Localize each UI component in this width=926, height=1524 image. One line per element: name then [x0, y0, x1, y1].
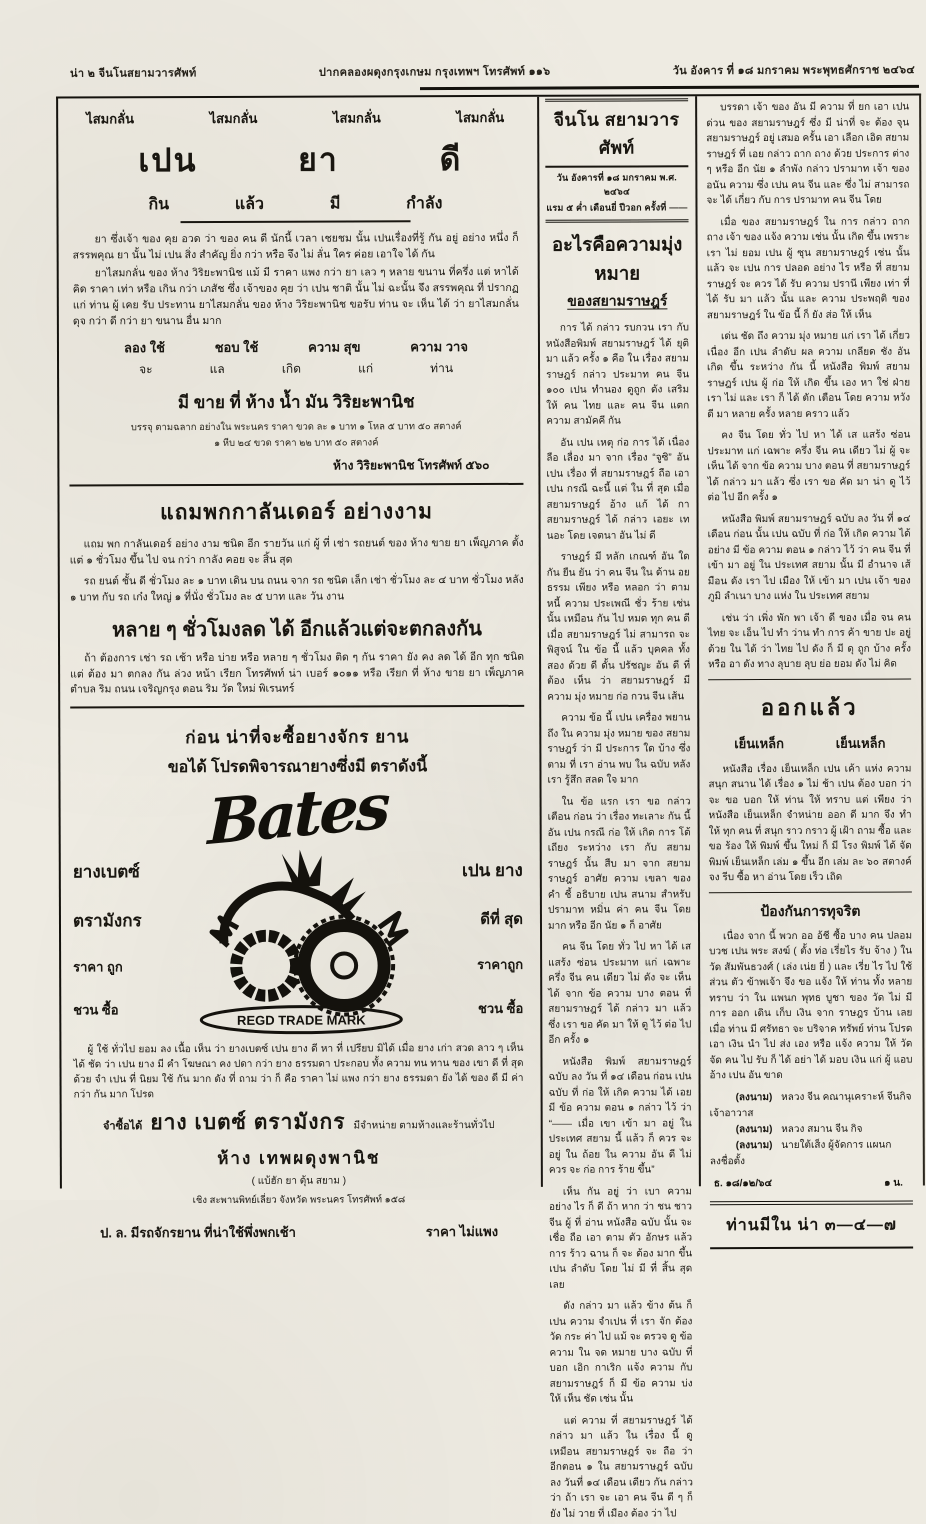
- ad-saimklan-body-1: ยา ซึ่งเจ้า ของ คุย อวด ว่า ของ คน ดี นักนี้ เวลา เชยชม นั้น เปนเรื่องที่รู้ กัน อยู่ อย่าง หนึ่ง ก็ สรรพคุณ ยา นั้น ไม่ เปน สิ่ง สำคัญ ยิ่ง กว่า หรือ จึง ไม่ ลั่น ใคร ค่อย เอาใจ ได้ กัน: [72, 231, 519, 262]
- article-continuation: เช่น ว่า เพิ่ง พัก พา เจ้า ดี ของ เมื่อ จน คน ไทย จะ เอ็น ไป ทำ ว่าน ทำ การ ค้า ขาย ปะ อยู่ ด้วย ใน ได้ ว่า ไทย ไป ดัง ก็ มี ดุ ถูก บ้าง ครั้ง หรือ อา ดัง ทาง ลุบาย ลุบ ย่อ ยอม ดัง ไม่ คิด: [707, 612, 912, 671]
- notice-headline: ป้องกันการทุจริต: [760, 902, 861, 919]
- benefit-word: แก่: [358, 361, 374, 376]
- bates-labels-left: [73, 848, 142, 1038]
- article-subheadline: ของสยามราษฎร์: [567, 292, 668, 309]
- ad-saimklan-slogan-big: [68, 130, 522, 187]
- ad-saimklan-slogan-sub: [68, 185, 522, 220]
- notice-date: ธ. ๑๘/๑๒/๖๔: [713, 1177, 773, 1189]
- benefit-word: เกิด: [281, 361, 302, 376]
- article-continuation: บรรดา เจ้า ของ อัน มี ความ ที่ ยก เอา เปน ด่วน ของ สยามราษฎร์ ซึ่ง มี น่าที่ จะ ต้อง จุน สยามราษฎร์ อยู่ เสมอ ครั้น เอา เลือก เอิด สยามราษฎร์ ที่ เอย กล่าว ถาก ถาง ด้วย ประการ ต่าง ๆ หรือ อีก นัย ๑ ลำพัง กล่าว ปรามาท เจ้า ของ อนัน ความ ซึ่ง เปน คน จีน และ ซึ่ง ไม่ สามารถ จะ ได้ เกี่ยว กับ การ ปรามาท คน จีน โดย: [706, 101, 910, 207]
- ad-calendar-headline: แถมพกกาลันเดอร์ อย่างงาม: [160, 500, 433, 525]
- middle-column: [539, 96, 697, 1520]
- slogan-word: เปน: [138, 142, 198, 179]
- bates-store-address: เชิง สะพานพิทย์เลี่ยว จังหวัด พระนคร โทรศัพท์ ๑๕๘: [192, 1193, 406, 1206]
- article-continuation: เด่น ชัด ถึง ความ มุ่ง หมาย แก่ เรา ได้ เกี่ยว เนื่อง อีก เปน ลำดับ ผล ความ เกลียด ชัง อัน เกิด ขึ้น ระหว่าง กัน นี้ หนังสือ พิมพ์ สยามราษฎร์ เปน ผู้ ก่อ ให้ เกิด ขึ้น เอง หา ใช่ ฝ่าย เรา ไม่ และ เรา ก็ ได้ ตัก เตือน โดย ความ หวัง ดี มา หลาย ครั้ง หลาย คราว แล้ว: [706, 330, 911, 420]
- brand-word: ไสมกลั่น: [456, 109, 505, 126]
- benefit-word: ความ สุข: [308, 339, 361, 355]
- left-divider-2: [70, 704, 524, 708]
- label: ราคาถูก: [477, 956, 524, 972]
- slogan-word: มี: [329, 195, 341, 213]
- article-paragraph: ความ ข้อ นี้ เปน เครื่อง พยาน ถึง ใน ความ มุ่ง หมาย ของ สยามราษฎร์ ว่า มี ประการ ใด บ้าง ซึ่ง ตาม ที่ เรา อ่าน พบ ใน ฉบับ หลัง เรา รู้สึก สลด ใจ มาก: [547, 712, 691, 786]
- book-ad-body: หนังสือ เรื่อง เย็นเหล็ก เปน เค้า แห่ง ความ สนุก สนาน ได้ เรื่อง ๑ ไม่ ช้า เปน ต้อง บอก ว่า จะ ขอ บอก ให้ ท่าน ให้ ทราบ แต่ เพียง ว่า หนังสือ เย็นเหล็ก จำหน่าย ออก ดี มาก จึง ทำ ให้ ทุก คน ที่ สนุก ราว กราว ผู้ เฝ้า ถาม ซื้อ และ ขอ ร้อง ให้ พิมพ์ ขึ้น ใหม่ ก็ มี โรง พิมพ์ ได้ จัด พิมพ์ เย็นเหล็ก เล่ม ๑ ขึ้น อีก เล่ม ละ ๖๐ สตางค์ จง รีบ ซื้อ หา อ่าน โดย เร็ว เถิด: [708, 763, 912, 884]
- bates-ps-line: [72, 1216, 526, 1243]
- page-frame: [56, 93, 925, 1520]
- notice-body: เนื่อง จาก นี้ พวก ออ อ้ชี ซื้อ บาง คน ปลอม บวช เปน พระ สงฆ์ ( ตั้ง ท่อ เรี่ยไร รับ จ้าง ) ใน วัด สัมพันธวงศ์ ( เล่ง เน่ย ยี่ ) และ เรี่ย ไร ไป ใช้ ส่วน ตัว ข้าพเจ้า จึง ขอ แจ้ง ให้ ท่าน ทั้ง หลาย ทราบ ว่า ใน แพนก พุทธ บูชา ของ วัด ไม่ มี การ ออก เดิน เก็บ เงิน จาก ราษฎร บ้าน เลย เมื่อ ท่าน มี ศรัทธา จะ บริจาค ทรัพย์ ท่าน โปรด เอา เงิน นำ ไป ส่ง เอง หรือ แจ้ง ความ ให้ วัด จัด คน ไป รับ ก็ ได้ อย่า ได้ มอบ เงิน แก่ ผู้ แอบ อ้าง เปน อัน ขาด: [709, 930, 913, 1082]
- book-title: เย็นเหล็ก: [835, 735, 886, 751]
- label: ยางเบตซ์: [72, 861, 140, 881]
- dragon-trademark-icon: [194, 847, 410, 1038]
- page-header-strip: [70, 60, 915, 82]
- brand-word: ไสมกลั่น: [332, 110, 381, 126]
- newspaper-title: จีนโน สยามวารศัพท์: [553, 109, 680, 158]
- article-paragraph: ใน ข้อ แรก เรา ขอ กล่าว เตือน ก่อน ว่า เรื่อง ทะเลาะ กัน นี้ อัน เปน กรณี ก่อ ให้ เกิด การ โต้ เถียง ระหว่าง เรา กับ สยามราษฎร์ นั้น สืบ มา จาก สยามราษฎร์ อาศัย ความ เขลา ของ คำ ชี้ อธิบาย เปน สนาม สำหรับ ปรามาท หมิ่น ค่า คน จีน โดย มาก หรือ อีก นัย ๑ ก็ อาศัย: [547, 795, 691, 932]
- article-continuation: เมื่อ ของ สยามราษฎร์ ใน การ กล่าว ถาก ถาง เจ้า ของ แจ้ง ความ เช่น นั้น เกิด ขึ้น เพราะ เรา ไม่ ยอม เปน ผู้ ซุน สยามราษฎร์ เช่น นั้น แล้ว จะ เปน การ ปลอด อย่าง ไร หรือ ที่ สยามราษฎร์ จะ ควร ได้ รับ ความ ปรานี เพียง เท่า ที่ ได้ รับ มา แล้ว นั้น และ ความ ประพฤติ ของ สยามราษฎร์ ใน ข้อ นี้ ก็ ยัง ส่อ ให้ เห็น: [706, 216, 910, 321]
- ad-saimklan-seller-line: มี ขาย ที่ ห้าง น้ำ มัน วิริยะพานิช: [177, 392, 415, 413]
- masthead-box: [545, 98, 688, 222]
- ad-bates-body: ผู้ ใช้ ทั่วไป ยอม ลง เนื้อ เห็น ว่า ยางเบตซ์ เปน ยาง ดี หา ที่ เปรียบ มิได้ เมื่อ ยาง เก่า สวด ลาว ๆ เห็น ได้ ชัด ว่า เปน ยาง มี คำ โฆษณา คง ปดา กว่า ยาง ธรรมดา ประกอบ ทั้ง ความ ทน ทาน ของ เขา ดี ที่ สุด ด้วย จำ เปน ที่ นิยม ใช้ กัน มาก ดัง ที่ ถาม ว่า ก็ คือ ราคา ไม่ แพง กว่า ยาง ธรรมดา ยัง ได้ ของ ดี มี ค่า กว่า กัน มาก โปรด: [73, 1042, 524, 1100]
- article-continuation: หนังสือ พิมพ์ สยามราษฎร์ ฉบับ ลง วัน ที่ ๑๔ เดือน ก่อน นั้น เปน ฉบับ ที่ ก่อ ให้ เกิด ความ ได้ อย่าง มี ข้อ ความ ตอน ๑ กล่าว ไว้ ว่า คน จีน ที่ เข้า มา อยู่ ใน ประเทศ สยาม นั้น มี อำนาจ เส้มือน ดัง เรา ไป เมือง ให้ เข้า มา เปน เจ้า ของ ภูมิ ลำเนา บาง แห่ง ใน ประเทศ สยาม: [707, 513, 911, 603]
- signature-role: เจ้าอาวาส: [709, 1107, 754, 1119]
- label: ดีที่ สุด: [480, 910, 523, 928]
- bates-labels-right: [462, 846, 523, 1036]
- fraud-notice: [709, 900, 913, 1195]
- benefit-word: ท่าน: [430, 361, 454, 376]
- ad-saimklan: [68, 105, 523, 477]
- notice-date-row: [710, 1169, 913, 1195]
- ad-bates: [70, 722, 526, 1243]
- bates-emblem-row: [73, 846, 524, 1038]
- masthead-rule: [545, 165, 688, 167]
- continued-on-pages-box: ท่านมีใน น่า ๓—๔—๗: [710, 1200, 913, 1249]
- bates-store-name: ห้าง เทพผดุงพานิช: [217, 1147, 381, 1168]
- notice-time: ๑ น.: [884, 1177, 903, 1189]
- ad-saimklan-brand-row: [68, 105, 522, 132]
- right-column: [698, 96, 921, 1234]
- label: ชวน ซื้อ: [477, 1000, 524, 1016]
- header-underline: [420, 85, 919, 90]
- dragon-emblem: [194, 847, 410, 1038]
- ad-saimklan-price-1: บรรจุ ตามฉลาก อย่างใน พระนคร ราคา ขวด ละ ๑ บาท ๑ โหล ๕ บาท ๕๐ สตางค์: [130, 421, 462, 434]
- signature-line: [710, 1089, 913, 1106]
- signature-line: [710, 1137, 913, 1154]
- bates-store-subname: ( แบ้ฮัก ยา ตุ้น สยาม ): [251, 1175, 347, 1187]
- slogan-underline: [181, 220, 411, 223]
- article-paragraph: หนังสือ พิมพ์ สยามราษฎร์ ฉบับ ลง วัน ที่ ๑๔ เดือน ก่อน เปน ฉบับ ที่ ก่อ ให้ เกิด ความ ได้ เอย มี ข้อ ความ ตอน ๑ กล่าว ไว้ ว่า “—— เมื่อ เขา เข้า มา อยู่ ใน ประเทศ สยาม นี้ แล้ว ก็ ควร จะ อยู่ ใน ถ้อย ใน ความ อัน ดี ไม่ ควร จะ ก่อ การ ร้าย ขึ้น”: [548, 1055, 692, 1176]
- article-paragraph: แต่ ความ ที่ สยามราษฎร์ ได้ กล่าว มา แล้ว ใน เรื่อง นี้ ดู เหมือน สยามราษฎร์ จะ ถือ ว่า อีกตอน ๑ ใน สยามราษฎร์ ฉบับ ลง วันที่ ๑๔ เดือน เดียว กัน กล่าว ว่า ถ้า เรา จะ เอา คน จีน ดี ๆ ก็ ยัง ไม่ วาย ที่ เมือง ต้อง ว่า ไป: [549, 1414, 694, 1520]
- bates-logo: Bates: [207, 768, 389, 859]
- benefit-word: แล: [209, 361, 225, 376]
- slogan-word: ยา: [298, 141, 339, 178]
- signature-prefix: (ลงนาม): [735, 1123, 773, 1135]
- ad-saimklan-signoff: ห้าง วิริยะพานิช โทรศัพท์ ๕๖๐: [332, 458, 490, 473]
- right-divider-2: [709, 891, 912, 893]
- book-ad-headline: ออกแล้ว: [760, 694, 859, 720]
- label: ชวน ซื้อ: [73, 1001, 119, 1017]
- label: ตรามังกร: [72, 910, 142, 930]
- article-paragraph: การ ได้ กล่าว รบกวน เรา กับ หนังสือพิมพ์ สยามราษฎร์ ได้ ยุติ มา แล้ว ครั้ง ๑ คือ ใน เรื่อง สยามราษฎร์ กล่าว ประมาท คน จีน ๑๐๐ เปน ทำนอง ดูถูก ดัง เสริม ให้ คน ไทย และ คน จีน แตก ความ สามัคคี กัน: [545, 322, 690, 427]
- signature-line: [710, 1121, 913, 1138]
- ad-bates-headline-2: ขอได้ โปรดพิจารณายางซึ่งมี ตราดังนี้: [167, 757, 428, 776]
- signature-name: หลวง จีน คณานุเคราะห์ จีนกิจ: [781, 1091, 912, 1103]
- book-titles-row: [708, 732, 911, 754]
- slogan-word: กำลัง: [406, 195, 443, 213]
- ps-left: ป. ล. มีรถจักรยาน ที่น่าใช้พึ่งพกเช้า: [100, 1224, 296, 1240]
- benefit-word: จะ: [139, 362, 153, 377]
- article-paragraph: ดัง กล่าว มา แล้ว ข้าง ต้น ก็ เปน ความ จำเปน ที่ เรา จัก ต้อง วัด กระ ค่า ไป แม้ จะ ตรวจ ดู ข้อ ความ ใน จด หมาย บาง ฉบับ ที่ บอก เอิก กาเริก แจ้ง ความ กับ สยามราษฎร์ ก็ มี ข้อ ความ บ่ง ให้ เห็น ชัด เช่น นั้น: [549, 1300, 693, 1405]
- svg-text:REGD TRADE MARK: REGD TRADE MARK: [237, 1011, 367, 1028]
- benefit-word: ลอง ใช้: [123, 340, 165, 356]
- article-paragraph: อัน เปน เหตุ ก่อ การ ได้ เนื่อง ลือ เลื่อง มา จาก เรื่อง “จูซิ” อัน เปน เรื่อง ที่ สยามราษฎร์ ถือ เอา เปน กรณี ฉะนี้ แต่ ใน ที่ สุด เมื่อ สยามราษฎร์ อ้าง แก้ ได้ กา สยามราษฎร์ ได้ กล่าว เอยะ เทนอะ โดย เจตนา อัน ไม่ ดี: [546, 436, 690, 542]
- ad-calendar-body-3: ถ้า ต้องการ เช่า รถ เช้า หรือ บ่าย หรือ หลาย ๆ ชั่วโมง ติด ๆ กัน ราคา ยัง คง ลด ได้ อีก ทุก ชนิด แต่ ต้อง มา ตกลง กัน ล่วง หน้า เรียก โทรศัพท์ น่า เบอร์ ๑๐๑๑ หรือ เรียก ที่ ห้าง ขาย ยา เพ็ญภาค ตำบล ริม ถนน เจริญกรุง ตอน ริม วัด ใหม่ พิเรนทร์: [70, 650, 525, 696]
- article-paragraph: เห็น กัน อยู่ ว่า เบา ความ อย่าง ไร ก็ ดี ถ้า หาก ว่า ชน ชาว จีน ผู้ ที่ อ่าน หนังสือ ฉบับ นั้น จะ เชื่อ ถือ เอา ตาม ตัว อักษร แล้ว การ ร้าว ฉาน ก็ จะ ต้อง มาก ขึ้น เปน ลำดับ โดย ไม่ มี ที่ สิ้น สุด เลย: [548, 1185, 693, 1291]
- article-headline: อะไรคือความมุ่งหมาย: [551, 233, 683, 284]
- slogan-word: แล้ว: [234, 195, 265, 213]
- ps-right: ราคา ไม่แพง: [425, 1223, 499, 1239]
- left-column: [58, 97, 540, 1240]
- slogan-word: ดี: [439, 141, 463, 178]
- ad-calendar-headline-2: หลาย ๆ ชั่วโมงลด ได้ อีกแล้วแต่จะตกลงกัน: [111, 618, 482, 642]
- label: เปน ยาง: [461, 860, 523, 880]
- label: ราคา ถูก: [73, 958, 123, 974]
- ad-calendar: [69, 495, 524, 698]
- slogan-word: กิน: [148, 196, 170, 214]
- signature-prefix: (ลงนาม): [735, 1139, 773, 1151]
- bates-buyline: [72, 1104, 526, 1139]
- signature-prefix: (ลงนาม): [735, 1091, 773, 1103]
- article-paragraph: ราษฎร์ มี หลัก เกณฑ์ อัน ใด กัน ยืน ยัน ว่า คน จีน ใน ด้าน อยธรรม เพียง หรือ หลอก ว่า ตาม หนี้ ความ ประเพณี ชั่ว ร้าย เช่น นั้น เหมือน กัน ไป หมด ทุก คน ดี เมื่อ สยามราษฎร์ ไม่ สามารถ จะ พิสูจน์ ใน ข้อ นี้ แล้ว บุคคล ทั้ง สอง ด้วย ดี ดั้น ปรัชญะ อัน ดี ที่ ต้อง เห็น ว่า สยามราษฎร์ มี ความ มุ่ง หมาย ก่อ กวน จีน เส้น: [546, 551, 691, 703]
- header-address: ปากคลองผดุงกรุงเกษม กรุงเทพฯ โทรศัพท์ ๑๑๖: [318, 65, 551, 79]
- benefit-word: ชอบ ใช้: [214, 339, 259, 355]
- header-page-number: น่า ๒ จีนโนสยามวารศัพท์: [69, 67, 197, 80]
- article-paragraph: คน จีน โดย ทั่ว ไป หา ได้ เส แสร้ง ซ่อน ประมาท แก่ เฉพาะ ครึ่ง จีน คน เดียว ไม่ ดัง จะ เห็น ได้ จาก ข้อ ความ บาง ตอน ที่ สยามราษฎร์ ได้ กล่าว มา แล้ว ซึ่ง เรา ขอ คัด มา ให้ ดู ไว้ ต่อ ไป อีก ครั้ง ๑: [548, 941, 692, 1046]
- signature-name: หลวง สมาน จีน กิจ: [781, 1123, 863, 1135]
- brand-word: ไสมกลั่น: [209, 110, 258, 126]
- benefit-word: ความ วาจ: [410, 339, 468, 355]
- masthead-date-2: แรม ๕ ค่ำ เดือนยี่ ปีวอก ครั้งที่ ——: [546, 202, 688, 213]
- book-title: เย็นเหล็ก: [734, 735, 785, 751]
- ad-saimklan-body-2: ยาไสมกลั่น ของ ห้าง วิริยะพานิช แม้ มี ราคา แพง กว่า ยา เลว ๆ หลาย ขนาน ที่ครึ่ง แต่ หาได้คิด ราคา เท่า หรือ เกิน กว่า เภสัช ซึ่ง เจ้าของ คุย ว่า เปน ชาติ นั้น ไม่ ฉะนั้น จึง สรรพคุณ ที่ ปรากฏ แก่ ท่าน ผู้ เคย รับ ประทาน ยาไสมกลั่น ของ ห้าง วิริยะพานิช ขอรับ ท่าน จะ เห็น ได้ ว่า ยาไสมกลั่น ดุจ กว่า ดี กว่า ยา ขนาน อื่น มาก: [72, 265, 519, 328]
- ad-saimklan-price-2: ๑ หีบ ๒๔ ขวด ราคา ๒๒ บาท ๕๐ สตางค์: [214, 437, 379, 449]
- signature-tail: ลงชื่อตั้ง: [709, 1155, 746, 1167]
- ad-calendar-body-2: รถ ยนต์ ชั้น ดี ชั่วโมง ละ ๑ บาท เดิน บน ถนน จาก รถ ชนิด เล็ก เช่า ชั่วโมง ละ ๔ บาท ชั่วโมง หลัง ๑ บาท กับ รถ เก๋ง ใหญ่ ๑ ที่นั่ง ชั่วโมง ละ ๕ บาท และ วัน งาน: [69, 573, 524, 603]
- buyline-prefix: จำซื้อได้: [102, 1119, 143, 1132]
- benefit-row-2: [69, 357, 523, 384]
- ad-bates-headline-1: ก่อน น่าที่จะซื้อยางจักร ยาน: [185, 726, 410, 747]
- ad-calendar-body-1: แถม พก กาลันเดอร์ อย่าง งาม ชนิด อีก รายวัน แก่ ผู้ ที่ เช่า รถยนต์ ของ ห้าง ขาย ยา เพ็ญภาค ตั้ง แต่ ๑ ชั่วโมง ขึ้น ไป จน กว่า กาลัง คอย จะ สิ้น สุด: [69, 536, 524, 566]
- signature-name: นายใต้เส็ง ผู้จัดการ แผนก: [781, 1139, 892, 1151]
- book-ad: [708, 689, 912, 886]
- right-divider-1: [708, 678, 911, 680]
- header-date: วัน อังคาร ที่ ๑๘ มกราคม พระพุทธศักราช ๒๔๖๔: [672, 64, 916, 78]
- left-divider-1: [69, 483, 523, 487]
- article-continuation: คง จีน โดย ทั่ว ไป หา ได้ เส แสร้ง ซ่อน ประมาท แก่ เฉพาะ ครึ่ง จีน คน เดียว ไม่ ผู้ จะ เห็น ได้ จาก ข้อ ความ บาง ตอน ที่ สยามราษฎร์ ได้ กล่าว มา แล้ว ซึ่ง เรา ขอ คัด มา น่า ดู ไว้ ต่อ ไป อีก ครั้ง ๑: [707, 429, 911, 504]
- masthead-date-1: วัน อังคารที่ ๑๘ มกราคม พ.ศ. ๒๔๖๔: [556, 172, 677, 197]
- brand-word: ไสมกลั่น: [86, 111, 134, 127]
- buyline-brand: ยาง เบตซ์ ตรามังกร: [150, 1110, 346, 1134]
- benefit-row-1: [69, 330, 523, 359]
- buyline-suffix: มีจำหน่าย ตามห้างและร้านทั่วไป: [353, 1119, 495, 1131]
